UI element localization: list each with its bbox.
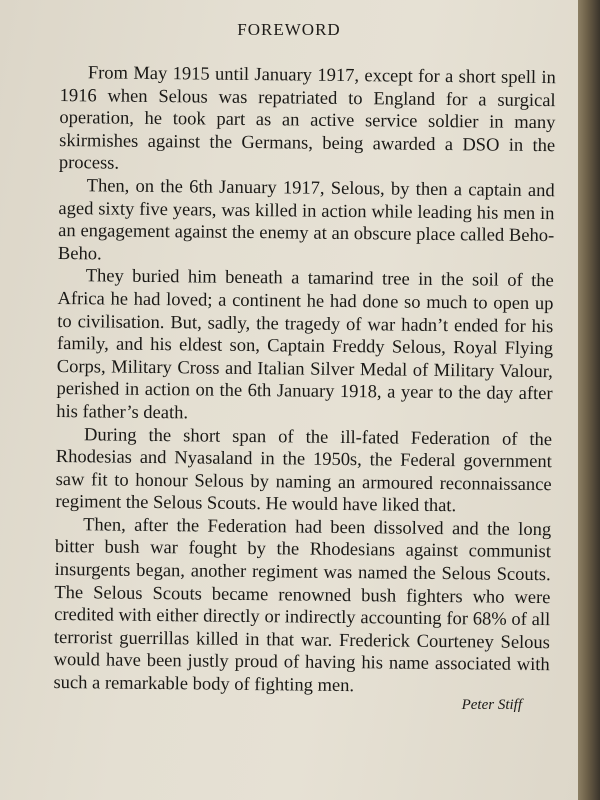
paragraph-5: Then, after the Federation had been dissolved and the long bitter bush war fought by the Rhodesians against communist insurgents began, another regiment was named the Selous Scouts. The Selous Scouts became renowned bush fighters who were credited with either directly or indirectly accounting for 68% of all terrorist guerrillas killed in that war. Frederick Courteney Selous would have been justly proud of having his name associated with such a remarkable body of fighting men. [53,515,552,697]
paragraph-2: Then, on the 6th January 1917, Selous, by then a captain and aged sixty five years, was killed in action while leading his men in an engagement against the enemy at an obscure place called Beho-Beho. [57,176,555,265]
author-signature: Peter Stiff [461,697,522,713]
page-title: FOREWORD [237,20,341,39]
paragraph-4: During the short span of the ill-fated Federation of the Rhodesias and Nyasaland in the 1950s, the Federal government saw fit to honour Selous by naming an armoured reconnaissance regiment the Selous Scouts. He would have liked that. [55,424,553,517]
paragraph-1: From May 1915 until January 1917, except for a short spell in 1916 when Selous was repatriated to England for a surgical operation, he took part as an active service soldier in many skirmishes against the Germans, being awarded a DSO in the process. [58,63,556,174]
book-page-edge [578,0,600,800]
foreword-body [53,62,556,700]
paragraph-3: They buried him beneath a tamarind tree in the soil of the Africa he had loved; a continent he had done so much to open up to civilisation. But, sadly, the tragedy of war hadn’t ended for his family, and his eldest son, Captain Freddy Selous, Royal Flying Corps, Military Cross and Italian Silver Medal of Military Valour, perished in action on the 6th January 1918, a year to the day after his father’s death. [56,266,554,424]
